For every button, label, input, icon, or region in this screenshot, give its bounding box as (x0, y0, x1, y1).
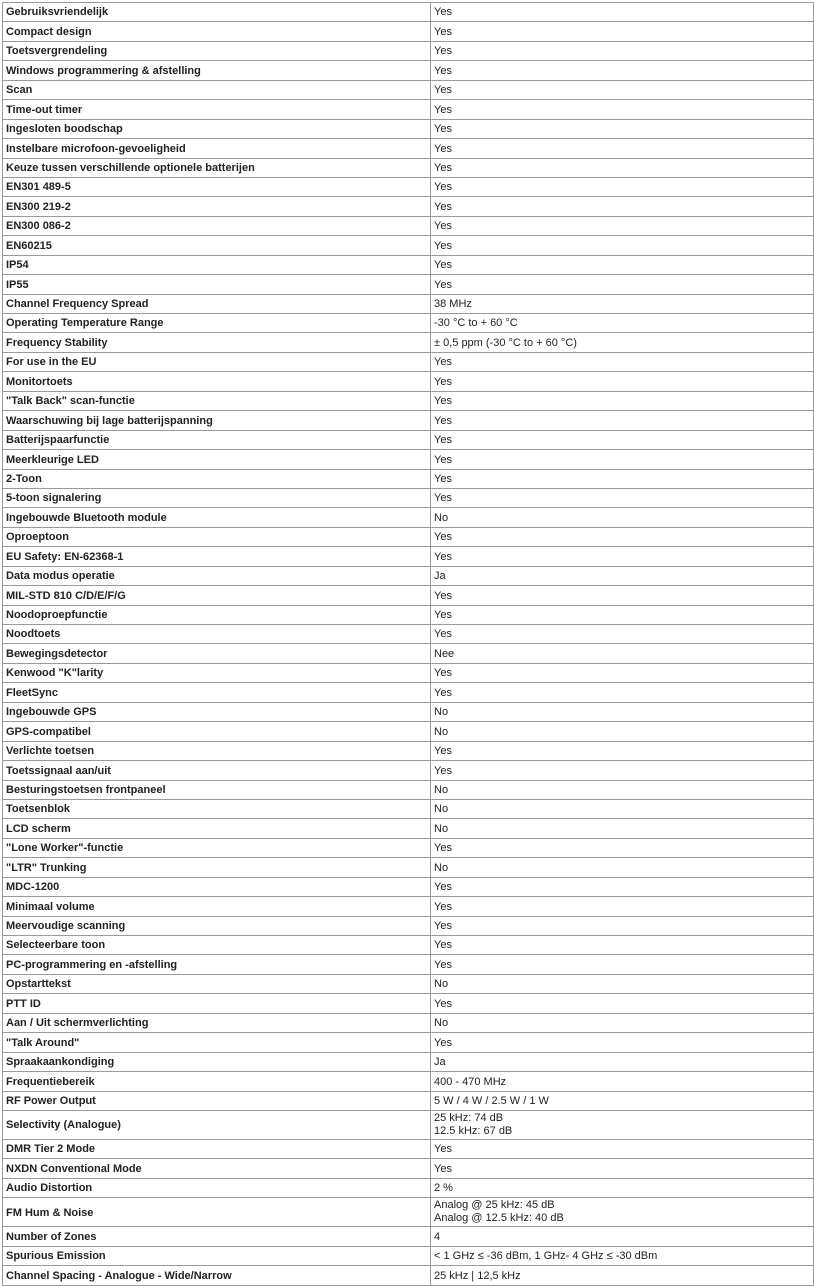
table-row (3, 372, 814, 391)
table-row (3, 3, 814, 22)
spec-value-line: No (434, 822, 449, 835)
spec-label: Bewegingsdetector (3, 644, 431, 663)
table-row (3, 605, 814, 624)
table-row (3, 1072, 814, 1091)
spec-value (431, 547, 814, 566)
spec-value-line: Yes (434, 356, 452, 369)
spec-value (431, 41, 814, 60)
spec-value (431, 994, 814, 1013)
spec-label: Meerkleurige LED (3, 450, 431, 469)
spec-value (431, 372, 814, 391)
table-row (3, 158, 814, 177)
table-row (3, 625, 814, 644)
spec-label: Keuze tussen verschillende optionele batterijen (3, 158, 431, 177)
spec-label: EN300 086-2 (3, 216, 431, 235)
spec-value-line: Yes (434, 434, 452, 447)
table-row (3, 1227, 814, 1246)
spec-value (431, 819, 814, 838)
spec-label: Gebruiksvriendelijk (3, 3, 431, 22)
table-row (3, 236, 814, 255)
spec-label: PC-programmering en -afstelling (3, 955, 431, 974)
spec-value-line: Yes (434, 123, 452, 136)
spec-value-line: 2 % (434, 1182, 453, 1195)
spec-value (431, 1178, 814, 1197)
spec-value-line: Yes (434, 881, 452, 894)
spec-label: Toetsenblok (3, 799, 431, 818)
spec-label: DMR Tier 2 Mode (3, 1139, 431, 1158)
spec-value-line: Yes (434, 764, 452, 777)
spec-value (431, 139, 814, 158)
spec-value (431, 3, 814, 22)
table-row (3, 547, 814, 566)
table-row (3, 858, 814, 877)
spec-label: NXDN Conventional Mode (3, 1159, 431, 1178)
spec-label: 5-toon signalering (3, 488, 431, 507)
spec-label: Windows programmering & afstelling (3, 61, 431, 80)
spec-value-line: Yes (434, 958, 452, 971)
spec-value (431, 644, 814, 663)
table-row (3, 799, 814, 818)
spec-value-line: Analog @ 12.5 kHz: 40 dB (434, 1212, 564, 1225)
spec-value (431, 877, 814, 896)
table-row (3, 1198, 814, 1227)
spec-value (431, 469, 814, 488)
spec-value (431, 352, 814, 371)
table-row (3, 314, 814, 333)
spec-label: Audio Distortion (3, 1178, 431, 1197)
spec-value (431, 430, 814, 449)
spec-value (431, 158, 814, 177)
spec-value (431, 61, 814, 80)
spec-value-line: Yes (434, 84, 452, 97)
spec-value (431, 216, 814, 235)
spec-value-line: Yes (434, 6, 452, 19)
spec-value (431, 197, 814, 216)
table-row (3, 450, 814, 469)
table-row (3, 819, 814, 838)
table-row (3, 644, 814, 663)
spec-label: Meervoudige scanning (3, 916, 431, 935)
spec-value-line: 400 - 470 MHz (434, 1075, 507, 1088)
table-row (3, 897, 814, 916)
table-row (3, 333, 814, 352)
spec-value (431, 974, 814, 993)
spec-value-line: Yes (434, 103, 452, 116)
table-row (3, 780, 814, 799)
spec-label: Toetsvergrendeling (3, 41, 431, 60)
spec-label: EN60215 (3, 236, 431, 255)
table-row (3, 1139, 814, 1158)
spec-value-line: Yes (434, 550, 452, 563)
spec-value (431, 955, 814, 974)
spec-value-line: No (434, 803, 449, 816)
spec-label: Spurious Emission (3, 1246, 431, 1265)
spec-label: Kenwood "K"larity (3, 663, 431, 682)
table-row (3, 1246, 814, 1265)
spec-label: MDC-1200 (3, 877, 431, 896)
spec-label: Selecteerbare toon (3, 936, 431, 955)
spec-value-line: 25 kHz | 12,5 kHz (434, 1269, 521, 1282)
spec-value-line: Yes (434, 1143, 452, 1156)
spec-value (431, 916, 814, 935)
spec-label: Channel Spacing - Analogue - Wide/Narrow (3, 1266, 431, 1285)
spec-label: EN301 489-5 (3, 177, 431, 196)
spec-label: Opstarttekst (3, 974, 431, 993)
table-row (3, 294, 814, 313)
spec-value (431, 799, 814, 818)
table-row (3, 761, 814, 780)
spec-value-line: Analog @ 25 kHz: 45 dB (434, 1199, 555, 1212)
table-row (3, 722, 814, 741)
spec-label: Ingebouwde Bluetooth module (3, 508, 431, 527)
spec-value-line: Yes (434, 842, 452, 855)
spec-value-line: Yes (434, 939, 452, 952)
table-row (3, 411, 814, 430)
spec-value (431, 1139, 814, 1158)
spec-value (431, 722, 814, 741)
spec-value-line: Yes (434, 278, 452, 291)
spec-value-line: Yes (434, 64, 452, 77)
table-row (3, 255, 814, 274)
table-row (3, 1110, 814, 1139)
spec-value (431, 1246, 814, 1265)
spec-value-line: Yes (434, 997, 452, 1010)
spec-value (431, 294, 814, 313)
table-row (3, 119, 814, 138)
spec-value (431, 1013, 814, 1032)
spec-label: FleetSync (3, 683, 431, 702)
spec-value (431, 1227, 814, 1246)
spec-label: Data modus operatie (3, 566, 431, 585)
spec-label: Besturingstoetsen frontpaneel (3, 780, 431, 799)
spec-value-line: Yes (434, 220, 452, 233)
spec-value-line: No (434, 511, 449, 524)
table-row (3, 488, 814, 507)
spec-value-line: Yes (434, 25, 452, 38)
table-row (3, 994, 814, 1013)
spec-value-line: Ja (434, 1056, 446, 1069)
spec-value-line: Yes (434, 239, 452, 252)
spec-value (431, 625, 814, 644)
spec-label: Selectivity (Analogue) (3, 1110, 431, 1139)
spec-label: Scan (3, 80, 431, 99)
spec-value-line: ± 0,5 ppm (-30 °C to + 60 °C) (434, 336, 577, 349)
table-row (3, 586, 814, 605)
table-row (3, 22, 814, 41)
spec-value-line: No (434, 861, 449, 874)
spec-value-line: Yes (434, 375, 452, 388)
table-row (3, 275, 814, 294)
spec-value (431, 450, 814, 469)
table-row (3, 177, 814, 196)
spec-value (431, 1052, 814, 1071)
spec-label: Toetssignaal aan/uit (3, 761, 431, 780)
table-row (3, 877, 814, 896)
spec-value-line: Yes (434, 142, 452, 155)
spec-value-line: Yes (434, 609, 452, 622)
spec-label: Aan / Uit schermverlichting (3, 1013, 431, 1032)
spec-value (431, 100, 814, 119)
spec-label: LCD scherm (3, 819, 431, 838)
spec-label: "Talk Around" (3, 1033, 431, 1052)
spec-value (431, 119, 814, 138)
spec-value (431, 177, 814, 196)
spec-value-line: < 1 GHz ≤ -36 dBm, 1 GHz- 4 GHz ≤ -30 dBm (434, 1250, 658, 1263)
spec-label: 2-Toon (3, 469, 431, 488)
spec-value-line: Yes (434, 686, 452, 699)
spec-label: Noodoproepfunctie (3, 605, 431, 624)
spec-label: For use in the EU (3, 352, 431, 371)
spec-value-line: Yes (434, 531, 452, 544)
table-row (3, 469, 814, 488)
spec-value (431, 508, 814, 527)
table-row (3, 197, 814, 216)
spec-value-line: Yes (434, 472, 452, 485)
spec-label: PTT ID (3, 994, 431, 1013)
table-row (3, 139, 814, 158)
table-row (3, 1178, 814, 1197)
spec-value (431, 1266, 814, 1285)
table-row (3, 391, 814, 410)
spec-value-line: Yes (434, 453, 452, 466)
spec-value (431, 936, 814, 955)
spec-label: RF Power Output (3, 1091, 431, 1110)
spec-value (431, 275, 814, 294)
table-row (3, 61, 814, 80)
spec-label: IP54 (3, 255, 431, 274)
spec-value (431, 22, 814, 41)
spec-value (431, 391, 814, 410)
spec-value (431, 605, 814, 624)
spec-value-line: No (434, 706, 449, 719)
spec-value (431, 780, 814, 799)
spec-value (431, 80, 814, 99)
spec-value-line: Yes (434, 1162, 452, 1175)
spec-value-line: Yes (434, 45, 452, 58)
spec-label: FM Hum & Noise (3, 1198, 431, 1227)
spec-label: Time-out timer (3, 100, 431, 119)
spec-value (431, 702, 814, 721)
spec-value-line: 4 (434, 1230, 441, 1243)
table-row (3, 1033, 814, 1052)
table-row (3, 974, 814, 993)
spec-value-line: Yes (434, 900, 452, 913)
spec-value (431, 1110, 814, 1139)
spec-value-line: Yes (434, 667, 452, 680)
spec-value-line: 38 MHz (434, 298, 472, 311)
spec-label: EN300 219-2 (3, 197, 431, 216)
spec-label: Spraakaankondiging (3, 1052, 431, 1071)
spec-value-line: No (434, 783, 449, 796)
spec-value-line: No (434, 978, 449, 991)
spec-label: GPS-compatibel (3, 722, 431, 741)
spec-value-line: Yes (434, 161, 452, 174)
table-row (3, 916, 814, 935)
spec-label: MIL-STD 810 C/D/E/F/G (3, 586, 431, 605)
table-row (3, 663, 814, 682)
spec-value-line: Yes (434, 492, 452, 505)
spec-label: Frequentiebereik (3, 1072, 431, 1091)
spec-value (431, 741, 814, 760)
table-row (3, 955, 814, 974)
spec-label: Ingesloten boodschap (3, 119, 431, 138)
spec-label: "Lone Worker"-functie (3, 838, 431, 857)
table-row (3, 216, 814, 235)
spec-label: Frequency Stability (3, 333, 431, 352)
spec-label: Number of Zones (3, 1227, 431, 1246)
spec-value (431, 566, 814, 585)
spec-value (431, 838, 814, 857)
spec-label: Verlichte toetsen (3, 741, 431, 760)
spec-label: EU Safety: EN-62368-1 (3, 547, 431, 566)
spec-value (431, 1198, 814, 1227)
spec-value-line: Yes (434, 200, 452, 213)
spec-value-line: No (434, 1017, 449, 1030)
table-row (3, 702, 814, 721)
spec-label: Instelbare microfoon-gevoeligheid (3, 139, 431, 158)
spec-value-line: Yes (434, 589, 452, 602)
spec-label: Compact design (3, 22, 431, 41)
spec-value (431, 255, 814, 274)
table-row (3, 80, 814, 99)
spec-value (431, 1072, 814, 1091)
table-row (3, 936, 814, 955)
table-row (3, 1091, 814, 1110)
spec-value-line: -30 °C to + 60 °C (434, 317, 518, 330)
spec-value (431, 488, 814, 507)
table-row (3, 683, 814, 702)
spec-table (2, 2, 814, 1286)
spec-value-line: 5 W / 4 W / 2.5 W / 1 W (434, 1094, 549, 1107)
spec-value (431, 314, 814, 333)
table-row (3, 100, 814, 119)
spec-label: Monitortoets (3, 372, 431, 391)
spec-table-body (3, 3, 814, 1286)
spec-value-line: Yes (434, 181, 452, 194)
spec-value-line: Yes (434, 628, 452, 641)
spec-value-line: 25 kHz: 74 dB (434, 1111, 504, 1124)
table-row (3, 1052, 814, 1071)
spec-value (431, 683, 814, 702)
table-row (3, 741, 814, 760)
spec-value (431, 333, 814, 352)
table-row (3, 1266, 814, 1285)
table-row (3, 1013, 814, 1032)
spec-value (431, 1033, 814, 1052)
table-row (3, 566, 814, 585)
spec-value (431, 236, 814, 255)
table-row (3, 838, 814, 857)
spec-label: Batterijspaarfunctie (3, 430, 431, 449)
spec-label: Oproeptoon (3, 527, 431, 546)
spec-value-line: Nee (434, 647, 455, 660)
spec-label: Minimaal volume (3, 897, 431, 916)
spec-value (431, 411, 814, 430)
spec-label: Waarschuwing bij lage batterijspanning (3, 411, 431, 430)
spec-value-line: Yes (434, 745, 452, 758)
spec-value (431, 527, 814, 546)
spec-label: IP55 (3, 275, 431, 294)
spec-label: "LTR" Trunking (3, 858, 431, 877)
spec-value-line: Yes (434, 414, 452, 427)
spec-label: Ingebouwde GPS (3, 702, 431, 721)
spec-label: Channel Frequency Spread (3, 294, 431, 313)
spec-label: Noodtoets (3, 625, 431, 644)
spec-label: Operating Temperature Range (3, 314, 431, 333)
spec-value (431, 586, 814, 605)
table-row (3, 430, 814, 449)
spec-value-line: Ja (434, 570, 446, 583)
spec-value-line: 12.5 kHz: 67 dB (434, 1124, 513, 1137)
table-row (3, 508, 814, 527)
spec-value (431, 761, 814, 780)
spec-value (431, 1091, 814, 1110)
spec-value (431, 858, 814, 877)
spec-value (431, 897, 814, 916)
spec-value-line: Yes (434, 920, 452, 933)
spec-label: "Talk Back" scan-functie (3, 391, 431, 410)
spec-value-line: Yes (434, 1036, 452, 1049)
table-row (3, 41, 814, 60)
spec-value-line: Yes (434, 395, 452, 408)
table-row (3, 352, 814, 371)
table-row (3, 527, 814, 546)
spec-value (431, 663, 814, 682)
spec-value-line: No (434, 725, 449, 738)
spec-value-line: Yes (434, 259, 452, 272)
